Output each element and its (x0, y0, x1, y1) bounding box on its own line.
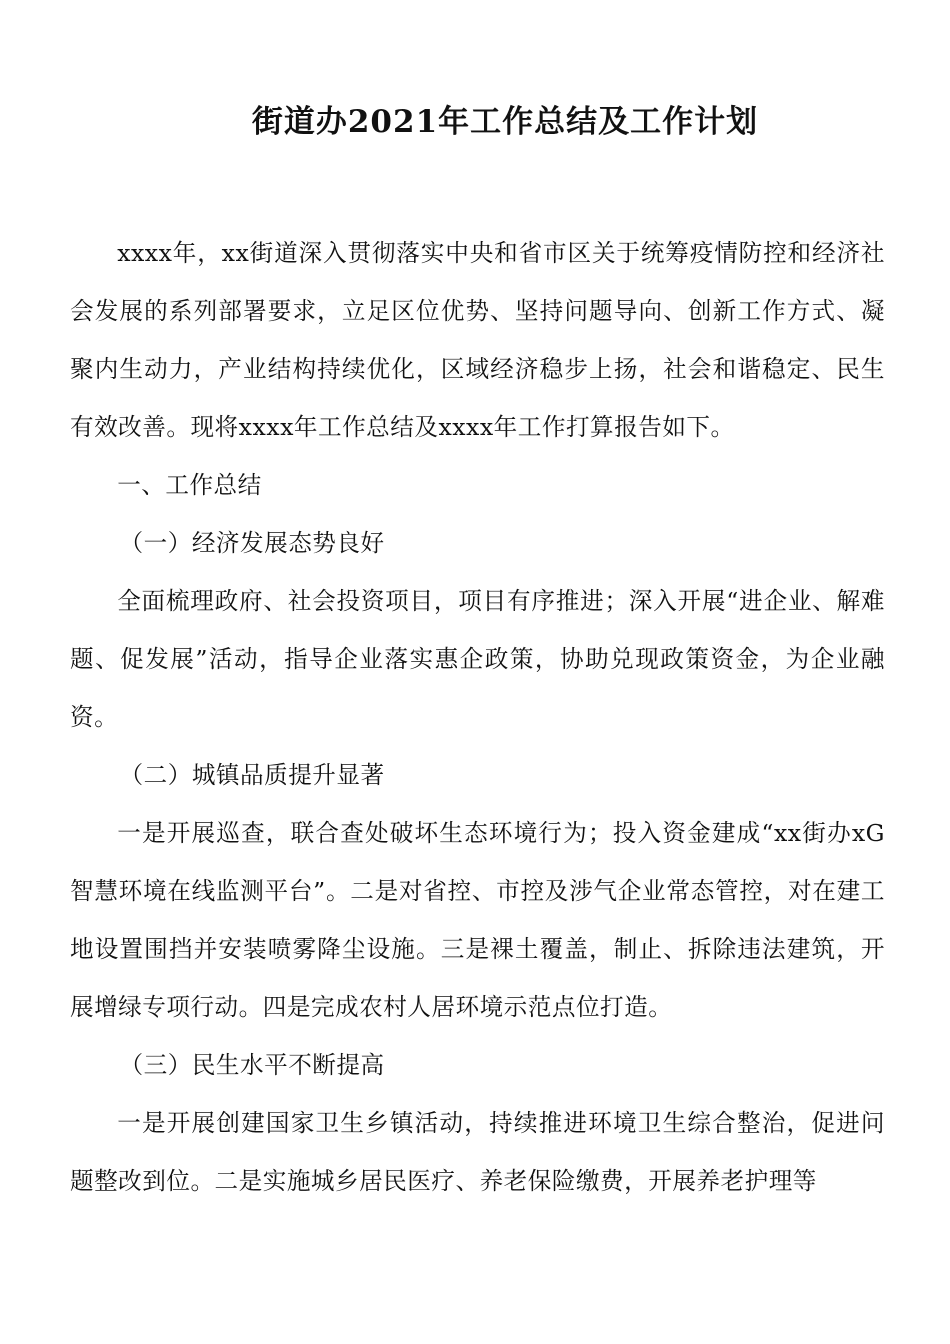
subsection-heading-economy: （一）经济发展态势良好 (119, 529, 385, 557)
urban-quality-paragraph: 一是开展巡查，联合查处破坏生态环境行为；投入资金建成“xx街办xG智慧环境在线监测平台”。二是对省控、市控及涉气企业常态管控，对在建工地设置围挡并安装喷雾降尘设施。三是裸土覆盖，制止、拆除违法建筑，开展增绿专项行动。四是完成农村人居环境示范点位打造。 (70, 819, 885, 1021)
intro-paragraph: xxxx年，xx街道深入贯彻落实中央和省市区关于统筹疫情防控和经济社会发展的系列部署要求，立足区位优势、坚持问题导向、创新工作方式、凝聚内生动力，产业结构持续优化，区域经济稳步上扬，社会和谐稳定、民生有效改善。现将xxxx年工作总结及xxxx年工作打算报告如下。 (70, 239, 885, 441)
subsection-heading-urban-quality: （二）城镇品质提升显著 (119, 761, 385, 789)
document-body (70, 224, 885, 1210)
livelihood-paragraph: 一是开展创建国家卫生乡镇活动，持续推进环境卫生综合整治，促进问题整改到位。二是实施城乡居民医疗、养老保险缴费，开展养老护理等 (70, 1109, 885, 1195)
economy-paragraph: 全面梳理政府、社会投资项目，项目有序推进；深入开展“进企业、解难题、促发展”活动，指导企业落实惠企政策，协助兑现政策资金，为企业融资。 (70, 587, 885, 731)
subsection-heading-livelihood: （三）民生水平不断提高 (119, 1051, 385, 1079)
document-title: 街道办2021年工作总结及工作计划 (251, 104, 759, 140)
section-heading-summary: 一、工作总结 (117, 471, 262, 499)
